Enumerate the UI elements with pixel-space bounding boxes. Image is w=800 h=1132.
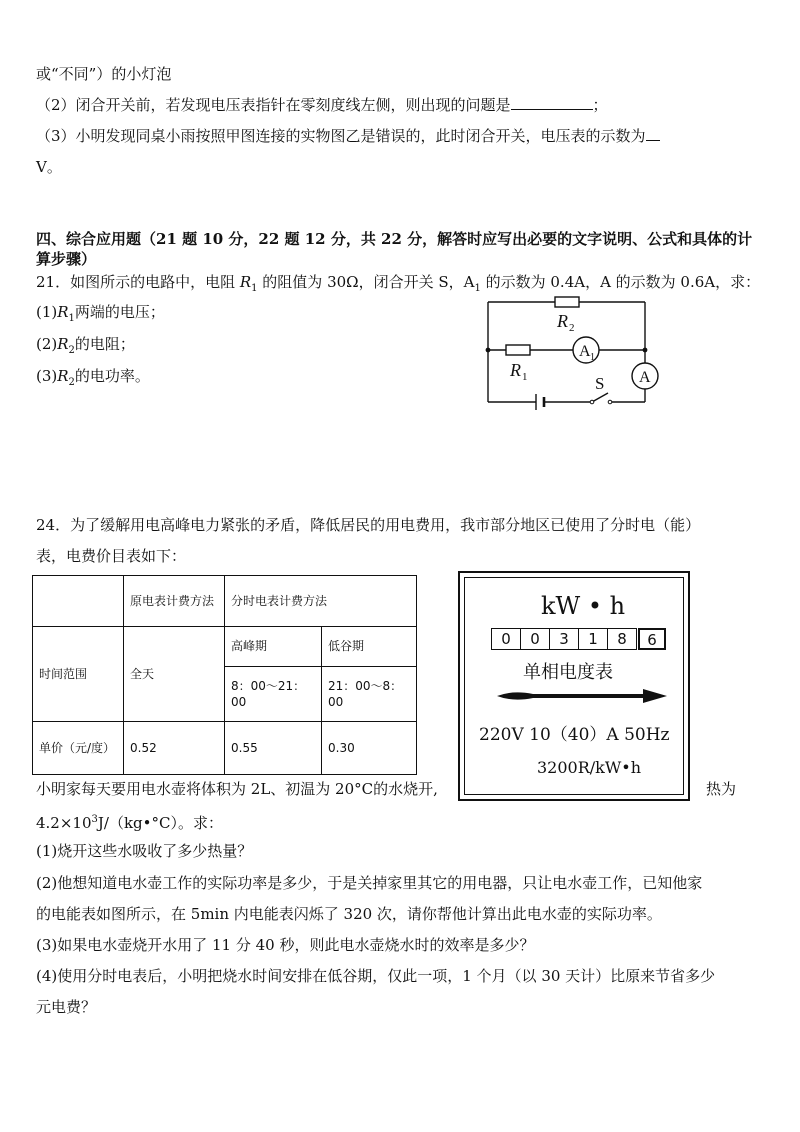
text: 4.2×10	[36, 814, 92, 832]
meter-spec: 220V 10（40）A 50Hz	[479, 725, 670, 745]
section-title: 四、综合应用题（21 题 10 分，22 题 12 分，共 22 分，解答时应写出必要的文字说明、公式和具体的计	[36, 230, 753, 248]
meter-unit: kW • h	[541, 592, 626, 620]
table-cell-peak: 高峰期	[225, 626, 322, 666]
meter-digit: 0	[491, 628, 521, 650]
q24-stem-cont: 表，电费价目表如下：	[36, 547, 187, 565]
r2-symbol: R	[57, 335, 69, 353]
q24-stem: 24．为了缓解用电高峰电力紧张的矛盾，降低居民的用电费用，我市部分地区已使用了分时电（能）	[36, 516, 701, 534]
q24-sub2: (2)他想知道电水壶工作的实际功率是多少，于是关掉家里其它的用电器，只让电水壶工作，已知他家	[36, 874, 703, 892]
sub-text: 的电阻；	[74, 335, 135, 353]
junction-dot	[486, 348, 491, 353]
q2-end: ；	[592, 96, 608, 114]
switch-contact	[608, 400, 612, 404]
junction-dot	[643, 348, 648, 353]
q21-sub1	[36, 302, 165, 329]
sub-text: 两端的电压；	[74, 303, 165, 321]
table-cell-price-original: 0.52	[124, 722, 225, 775]
r1-sub: 1	[68, 313, 75, 324]
table-cell-unit-price: 单价（元/度）	[33, 722, 124, 775]
r2-sub: 2	[68, 345, 75, 356]
electricity-meter	[458, 571, 690, 801]
r1-symbol: R	[57, 303, 69, 321]
sub-index: (2)	[36, 335, 58, 353]
meter-face	[464, 577, 684, 795]
table-cell-time-range: 时间范围	[33, 626, 124, 722]
question-3	[36, 126, 660, 146]
text: J/（kg•°C）。求：	[97, 814, 223, 832]
q21-stem-a: 21．如图所示的电路中，电阻	[36, 273, 240, 291]
q24-sub2-cont: 的电能表如图所示，在 5min 内电能表闪烁了 320 次，请你帮他计算出此电水壶的实际功率。	[36, 905, 662, 923]
q24-sub3: (3)如果电水壶烧开水用了 11 分 40 秒，则此电水壶烧水时的效率是多少？	[36, 936, 535, 954]
circuit-diagram	[480, 290, 680, 412]
resistor-r1	[506, 345, 530, 355]
q21-stem-b: 的阻值为 30Ω，闭合开关 S，A	[257, 273, 475, 291]
r2-label-sub: 2	[569, 322, 575, 334]
table-cell-valley-time: 21：00～8：00	[322, 666, 417, 722]
table-cell-price-peak: 0.55	[225, 722, 322, 775]
meter-digits	[491, 628, 665, 650]
switch-contact	[590, 400, 594, 404]
r2-symbol: R	[57, 367, 69, 385]
table-cell-peak-time: 8：00～21：00	[225, 666, 322, 722]
q21-sub3	[36, 366, 150, 393]
q3-text: （3）小明发现同桌小雨按照甲图连接的实物图乙是错误的，此时闭合开关，电压表的示数为	[36, 127, 646, 145]
q24-sub1: (1)烧开这些水吸收了多少热量？	[36, 842, 253, 860]
resistor-r2	[555, 297, 579, 307]
a-label: A	[639, 369, 651, 386]
table-cell-all-day: 全天	[124, 626, 225, 722]
meter-digit: 8	[607, 628, 637, 650]
r1-symbol: R	[239, 273, 252, 291]
fee-table	[32, 575, 417, 775]
meter-rate: 3200R/kW•h	[537, 758, 642, 777]
a1-label: A	[579, 343, 591, 360]
q3-end: V。	[36, 158, 62, 176]
meter-name: 单相电度表	[523, 662, 613, 683]
arrow-icon	[493, 686, 673, 706]
q24-sub4: (4)使用分时电表后，小明把烧水时间安排在低谷期，仅此一项，1 个月（以 30 天计）比原来节省多少	[36, 967, 716, 985]
q2-text: （2）闭合开关前，若发现电压表指针在零刻度线左侧，则出现的问题是	[36, 96, 511, 114]
battery-icon	[536, 394, 544, 410]
table-cell-valley: 低谷期	[322, 626, 417, 666]
sub-text: 的电功率。	[74, 367, 150, 385]
table-header-original: 原电表计费方法	[124, 576, 225, 627]
table-cell	[33, 576, 124, 627]
q24-sub4-cont: 元电费？	[36, 998, 97, 1016]
text-line: 或“不同”）的小灯泡	[36, 65, 172, 83]
r2-sub: 2	[68, 377, 75, 388]
q24-line-a-end: 热为	[706, 780, 737, 798]
r1-sub: 1	[251, 283, 258, 294]
table-cell-price-valley: 0.30	[322, 722, 417, 775]
r1-label-sub: 1	[522, 371, 528, 383]
r2-label: R	[557, 311, 568, 331]
sub-index: (1)	[36, 303, 58, 321]
meter-digit: 0	[520, 628, 550, 650]
a1-sub: 1	[474, 283, 481, 294]
q24-line-b	[36, 810, 223, 833]
a1-label-sub: 1	[590, 352, 595, 363]
q21-sub2	[36, 334, 135, 361]
meter-digit: 1	[578, 628, 608, 650]
meter-digit-decimal: 6	[638, 628, 666, 650]
sub-index: (3)	[36, 367, 58, 385]
q21-stem-c: 的示数为 0.4A，A 的示数为 0.6A，求：	[480, 273, 761, 291]
table-header-tou: 分时电表计费方法	[225, 576, 417, 627]
switch-label: S	[595, 374, 605, 393]
question-2	[36, 95, 608, 115]
answer-blank	[511, 95, 593, 110]
meter-digit: 3	[549, 628, 579, 650]
answer-blank	[646, 126, 660, 141]
r1-label: R	[510, 360, 521, 380]
superscript: 3	[91, 814, 98, 825]
q24-line-a: 小明家每天要用电水壶将体积为 2L、初温为 20°C的水烧开,	[36, 780, 438, 798]
section-title-cont: 算步骤）	[36, 250, 97, 268]
